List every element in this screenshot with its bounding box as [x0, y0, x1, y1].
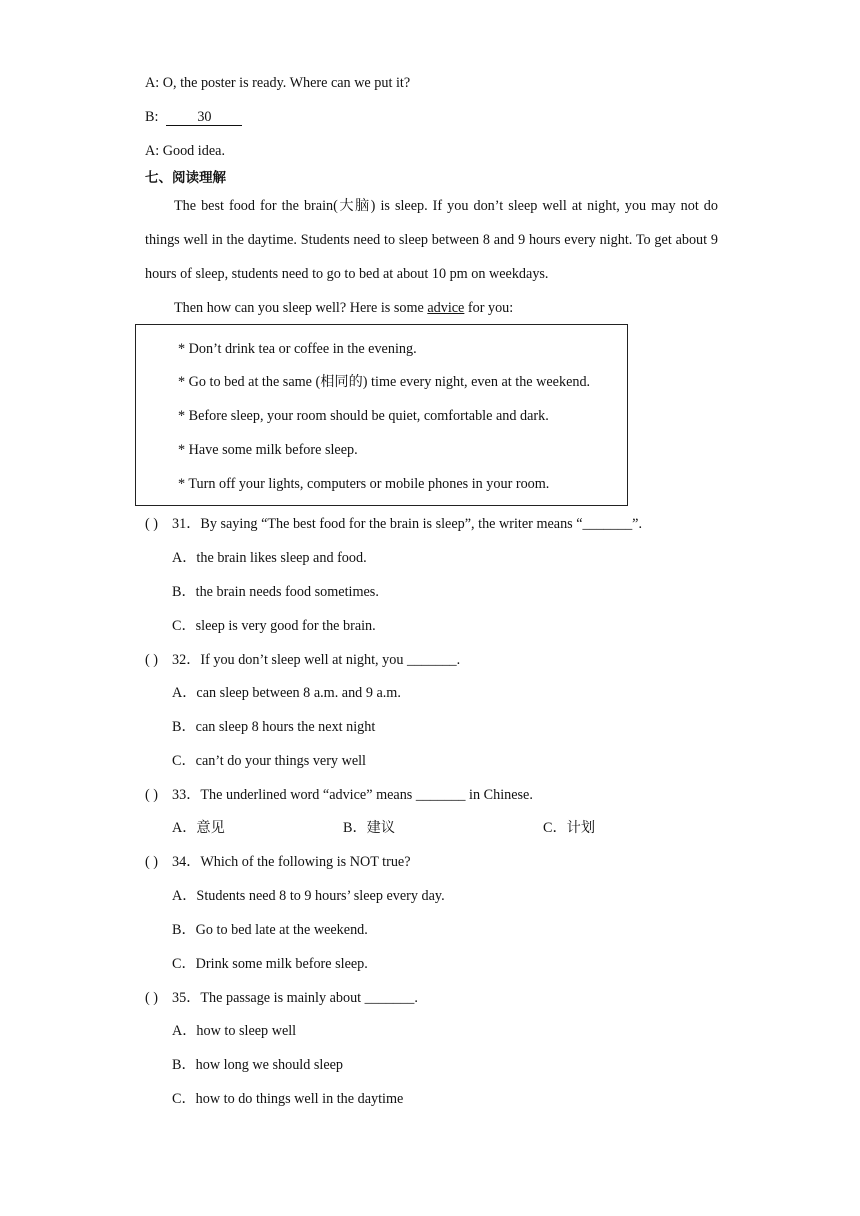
advice-item: * Don’t drink tea or coffee in the evening.	[178, 341, 417, 357]
passage-para1-text: The best food for the brain(大脑) is sleep. If you don’t sleep well at night, you may not do things well in the daytime. Students need to sleep between 8 and 9 hours every night. To get about 9 hours of sleep, students need to go to bed at about 10 pm on weekdays.	[145, 198, 718, 282]
question-33-option-c: C．计划	[543, 820, 596, 836]
question-33-option-b: B．建议	[343, 820, 396, 836]
question-35-option-c: C．how to do things well in the daytime	[172, 1091, 404, 1107]
question-34-option-b: B．Go to bed late at the weekend.	[172, 922, 368, 938]
advice-item: * Before sleep, your room should be quiet, comfortable and dark.	[178, 408, 549, 424]
question-35-stem: 35．The passage is mainly about _______.	[172, 990, 418, 1006]
question-35-option-a: A．how to sleep well	[172, 1023, 297, 1039]
question-31-option-a: A．the brain likes sleep and food.	[172, 550, 367, 566]
section-title: 七、阅读理解	[145, 170, 226, 186]
underlined-word-advice: advice	[427, 300, 465, 316]
para2-before: Then how can you sleep well? Here is some	[174, 300, 428, 316]
dialogue-line-b	[145, 108, 242, 126]
answer-paren-35: ( )	[145, 990, 158, 1006]
answer-paren-34: ( )	[145, 854, 158, 870]
question-32-option-c: C．can’t do your things very well	[172, 753, 366, 769]
dialogue-line-a2: A: Good idea.	[145, 143, 225, 159]
advice-item: * Go to bed at the same (相同的) time every night, even at the weekend.	[178, 374, 591, 390]
dialogue-line-a1: A: O, the poster is ready. Where can we put it?	[145, 75, 411, 91]
question-35-option-b: B．how long we should sleep	[172, 1057, 344, 1073]
question-33-stem: 33．The underlined word “advice” means _______ in Chinese.	[172, 787, 533, 803]
advice-item: * Turn off your lights, computers or mobile phones in your room.	[178, 476, 550, 492]
question-31-stem: 31．By saying “The best food for the brain is sleep”, the writer means “_______”.	[172, 516, 643, 532]
question-32-stem: 32．If you don’t sleep well at night, you _______.	[172, 652, 461, 668]
question-31-option-b: B．the brain needs food sometimes.	[172, 584, 379, 600]
answer-paren-32: ( )	[145, 652, 158, 668]
question-34-stem: 34．Which of the following is NOT true?	[172, 854, 411, 870]
answer-paren-33: ( )	[145, 787, 158, 803]
question-34-option-a: A．Students need 8 to 9 hours’ sleep every day.	[172, 888, 445, 904]
advice-item: * Have some milk before sleep.	[178, 442, 358, 458]
para2-after: for you:	[464, 300, 514, 316]
answer-blank-30: 30	[166, 110, 242, 126]
passage-paragraph-1	[145, 189, 718, 291]
question-34-option-c: C．Drink some milk before sleep.	[172, 956, 368, 972]
question-32-option-a: A．can sleep between 8 a.m. and 9 a.m.	[172, 685, 401, 701]
answer-paren-31: ( )	[145, 516, 158, 532]
question-33-option-a: A．意见	[172, 820, 225, 836]
question-31-option-c: C．sleep is very good for the brain.	[172, 618, 376, 634]
speaker-b-label: B:	[145, 109, 159, 125]
passage-paragraph-2	[174, 299, 513, 317]
question-32-option-b: B．can sleep 8 hours the next night	[172, 719, 376, 735]
